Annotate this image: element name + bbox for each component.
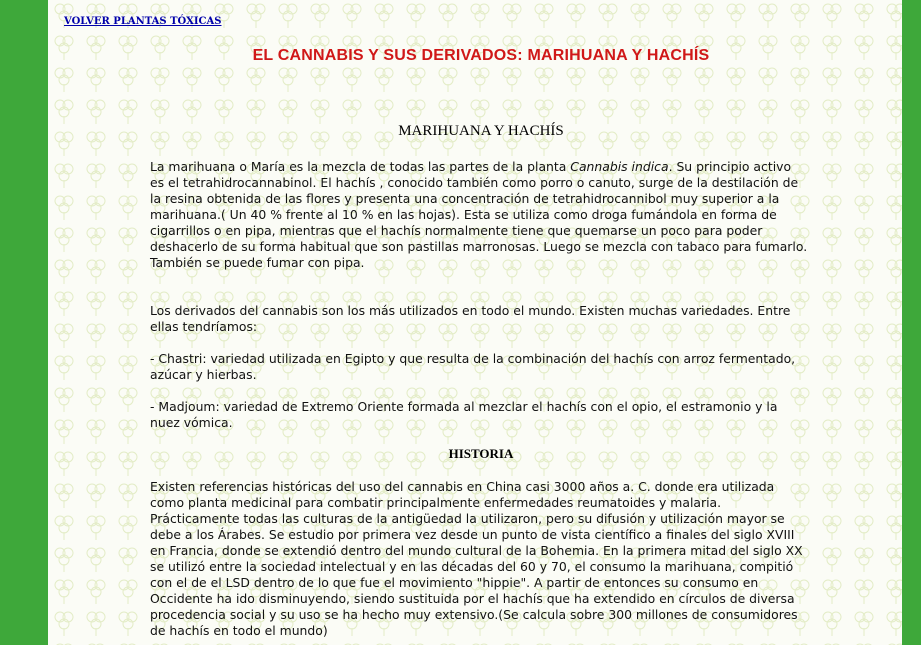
section-heading-historia: HISTORIA (448, 446, 514, 461)
paragraph-chastri: - Chastri: variedad utilizada en Egipto y que resulta de la combinación del hachís con arroz fermentado, azúcar y hierbas. (150, 351, 796, 382)
page-title: EL CANNABIS Y SUS DERIVADOS: MARIHUANA Y HACHÍS (252, 47, 710, 64)
page-content (48, 0, 902, 645)
paragraph-intro-text-b: . Su principio activo es el tetrahidrocannabinol. El hachís , conocido también como porro o canuto, surge de la destilación de la resina obtenida de las flores y presenta una concentración de tetrahidrocannibol muy superior a la marihuana.( Un 40 % frente al 10 % en las hojas). Esta se utiliza como droga fumándola en forma de cigarrillos o en pipa, mientras que el hachís normalmente tiene que quemarse un poco para poder deshacerlo de su forma habitual que son pastillas marronosas. Luego se mezcla con tabaco para fumarlo. También se puede fumar con pipa. (150, 159, 808, 270)
paragraph-history: Existen referencias históricas del uso del cannabis en China casi 3000 años a. C. donde era utilizada como planta medicinal para combatir principalmente enfermedades reumatoides y malaria. Prácticamente todas las culturas de la antigüedad la utilizaron, pero su difusión y utilización mayor se debe a los Árabes. Se estudio por primera vez desde un punto de vista científico a finales del siglo XVIII en Francia, donde se extendió dentro del mundo cultural de la Bohemia. En la primera mitad del siglo XX se utilizó entre la sociedad intelectual y en las décadas del 60 y 70, el consumo la marihuana, compitió con el de el LSD dentro de lo que fue el movimiento "hippie". A partir de entonces su consumo en Occidente ha ido disminuyendo, siendo sustituida por el hachís que ha extendido en círculos de diversa procedencia social y su uso se ha hecho muy extensivo.(Se calcula sobre 300 millones de consumidores de hachís en todo el mundo) (150, 479, 803, 638)
paragraph-derivatives: Los derivados del cannabis son los más utilizados en todo el mundo. Existen muchas variedades. Entre ellas tendríamos: (150, 303, 791, 334)
right-green-bar (902, 0, 921, 645)
section-heading-marihuana: MARIHUANA Y HACHÍS (398, 123, 564, 139)
paragraph-intro-text-a: La marihuana o María es la mezcla de todas las partes de la planta (150, 159, 571, 174)
paragraph-madjoum: - Madjoum: variedad de Extremo Oriente formada al mezclar el hachís con el opio, el estramonio y la nuez vómica. (150, 399, 778, 430)
paragraph-intro (150, 159, 808, 271)
left-green-bar (0, 0, 48, 645)
back-to-toxic-plants-link[interactable]: VOLVER PLANTAS TÓXICAS (64, 16, 222, 27)
species-name: Cannabis indica (570, 159, 669, 174)
